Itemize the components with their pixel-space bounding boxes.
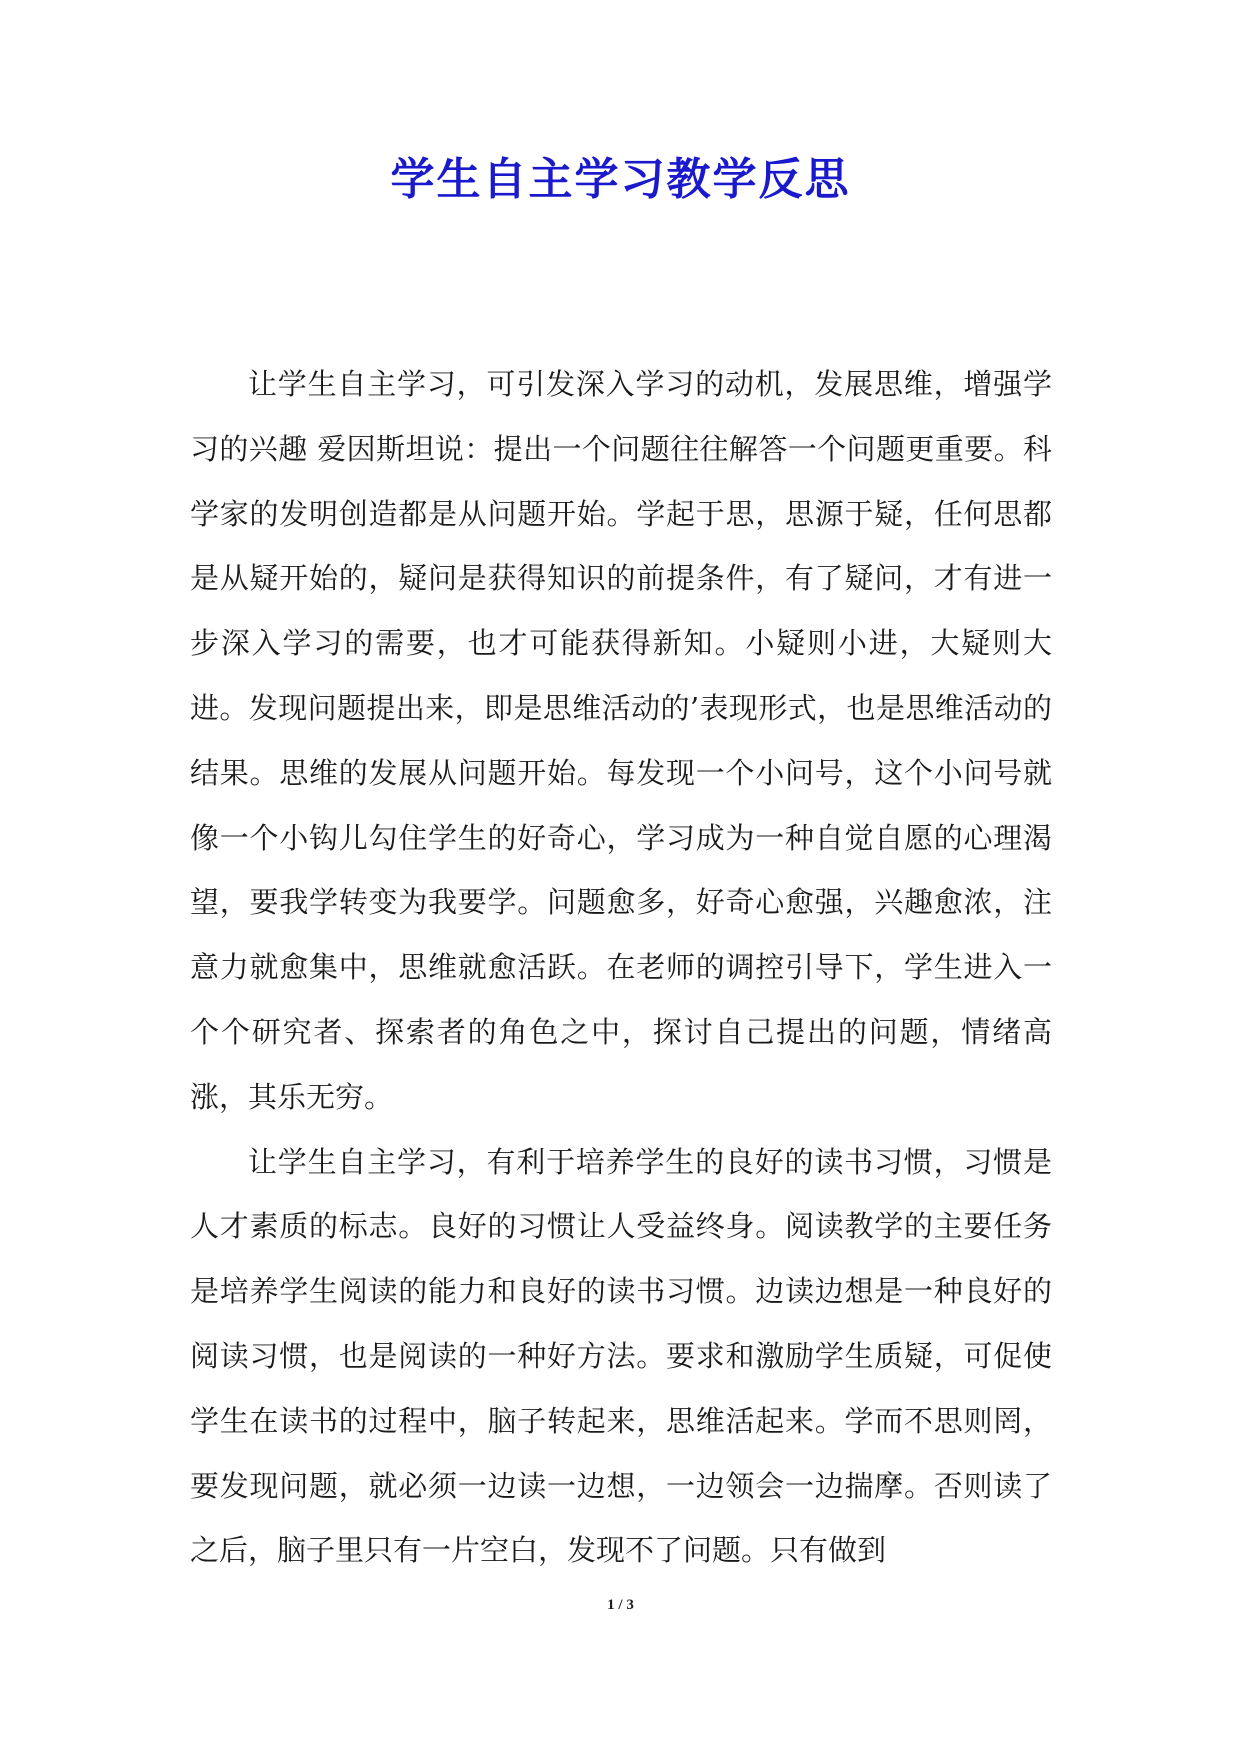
document-body (190, 352, 1052, 1583)
document-title: 学生自主学习教学反思 (390, 154, 851, 205)
paragraph-2: 让学生自主学习，有利于培养学生的良好的读书习惯，习惯是人才素质的标志。良好的习惯让人受益终身。阅读教学的主要任务是培养学生阅读的能力和良好的读书习惯。边读边想是一种良好的阅读习惯，也是阅读的一种好方法。要求和激励学生质疑，可促使学生在读书的过程中，脑子转起来，思维活起来。学而不思则罔，要发现问题，就必须一边读一边想，一边领会一边揣摩。否则读了之后，脑子里只有一片空白，发现不了问题。只有做到 (190, 1144, 1052, 1568)
paragraph-1: 让学生自主学习，可引发深入学习的动机，发展思维，增强学习的兴趣 爱因斯坦说：提出一个问题往往解答一个问题更重要。科学家的发明创造都是从问题开始。学起于思，思源于疑，任何思都是从疑开始的，疑问是获得知识的前提条件，有了疑问，才有进一步深入学习的需要，也才可能获得新知。小疑则小进，大疑则大进。发现问题提出来，即是思维活动的’表现形式，也是思维活动的结果。思维的发展从问题开始。每发现一个小问号，这个小问号就像一个小钩儿勾住学生的好奇心，学习成为一种自觉自愿的心理渴望，要我学转变为我要学。问题愈多，好奇心愈强，兴趣愈浓，注意力就愈集中，思维就愈活跃。在老师的调控引导下，学生进入一个个研究者、探索者的角色之中，探讨自己提出的问题，情绪高涨，其乐无穷。 (190, 367, 1052, 1114)
page-number: 1 / 3 (607, 1597, 634, 1613)
